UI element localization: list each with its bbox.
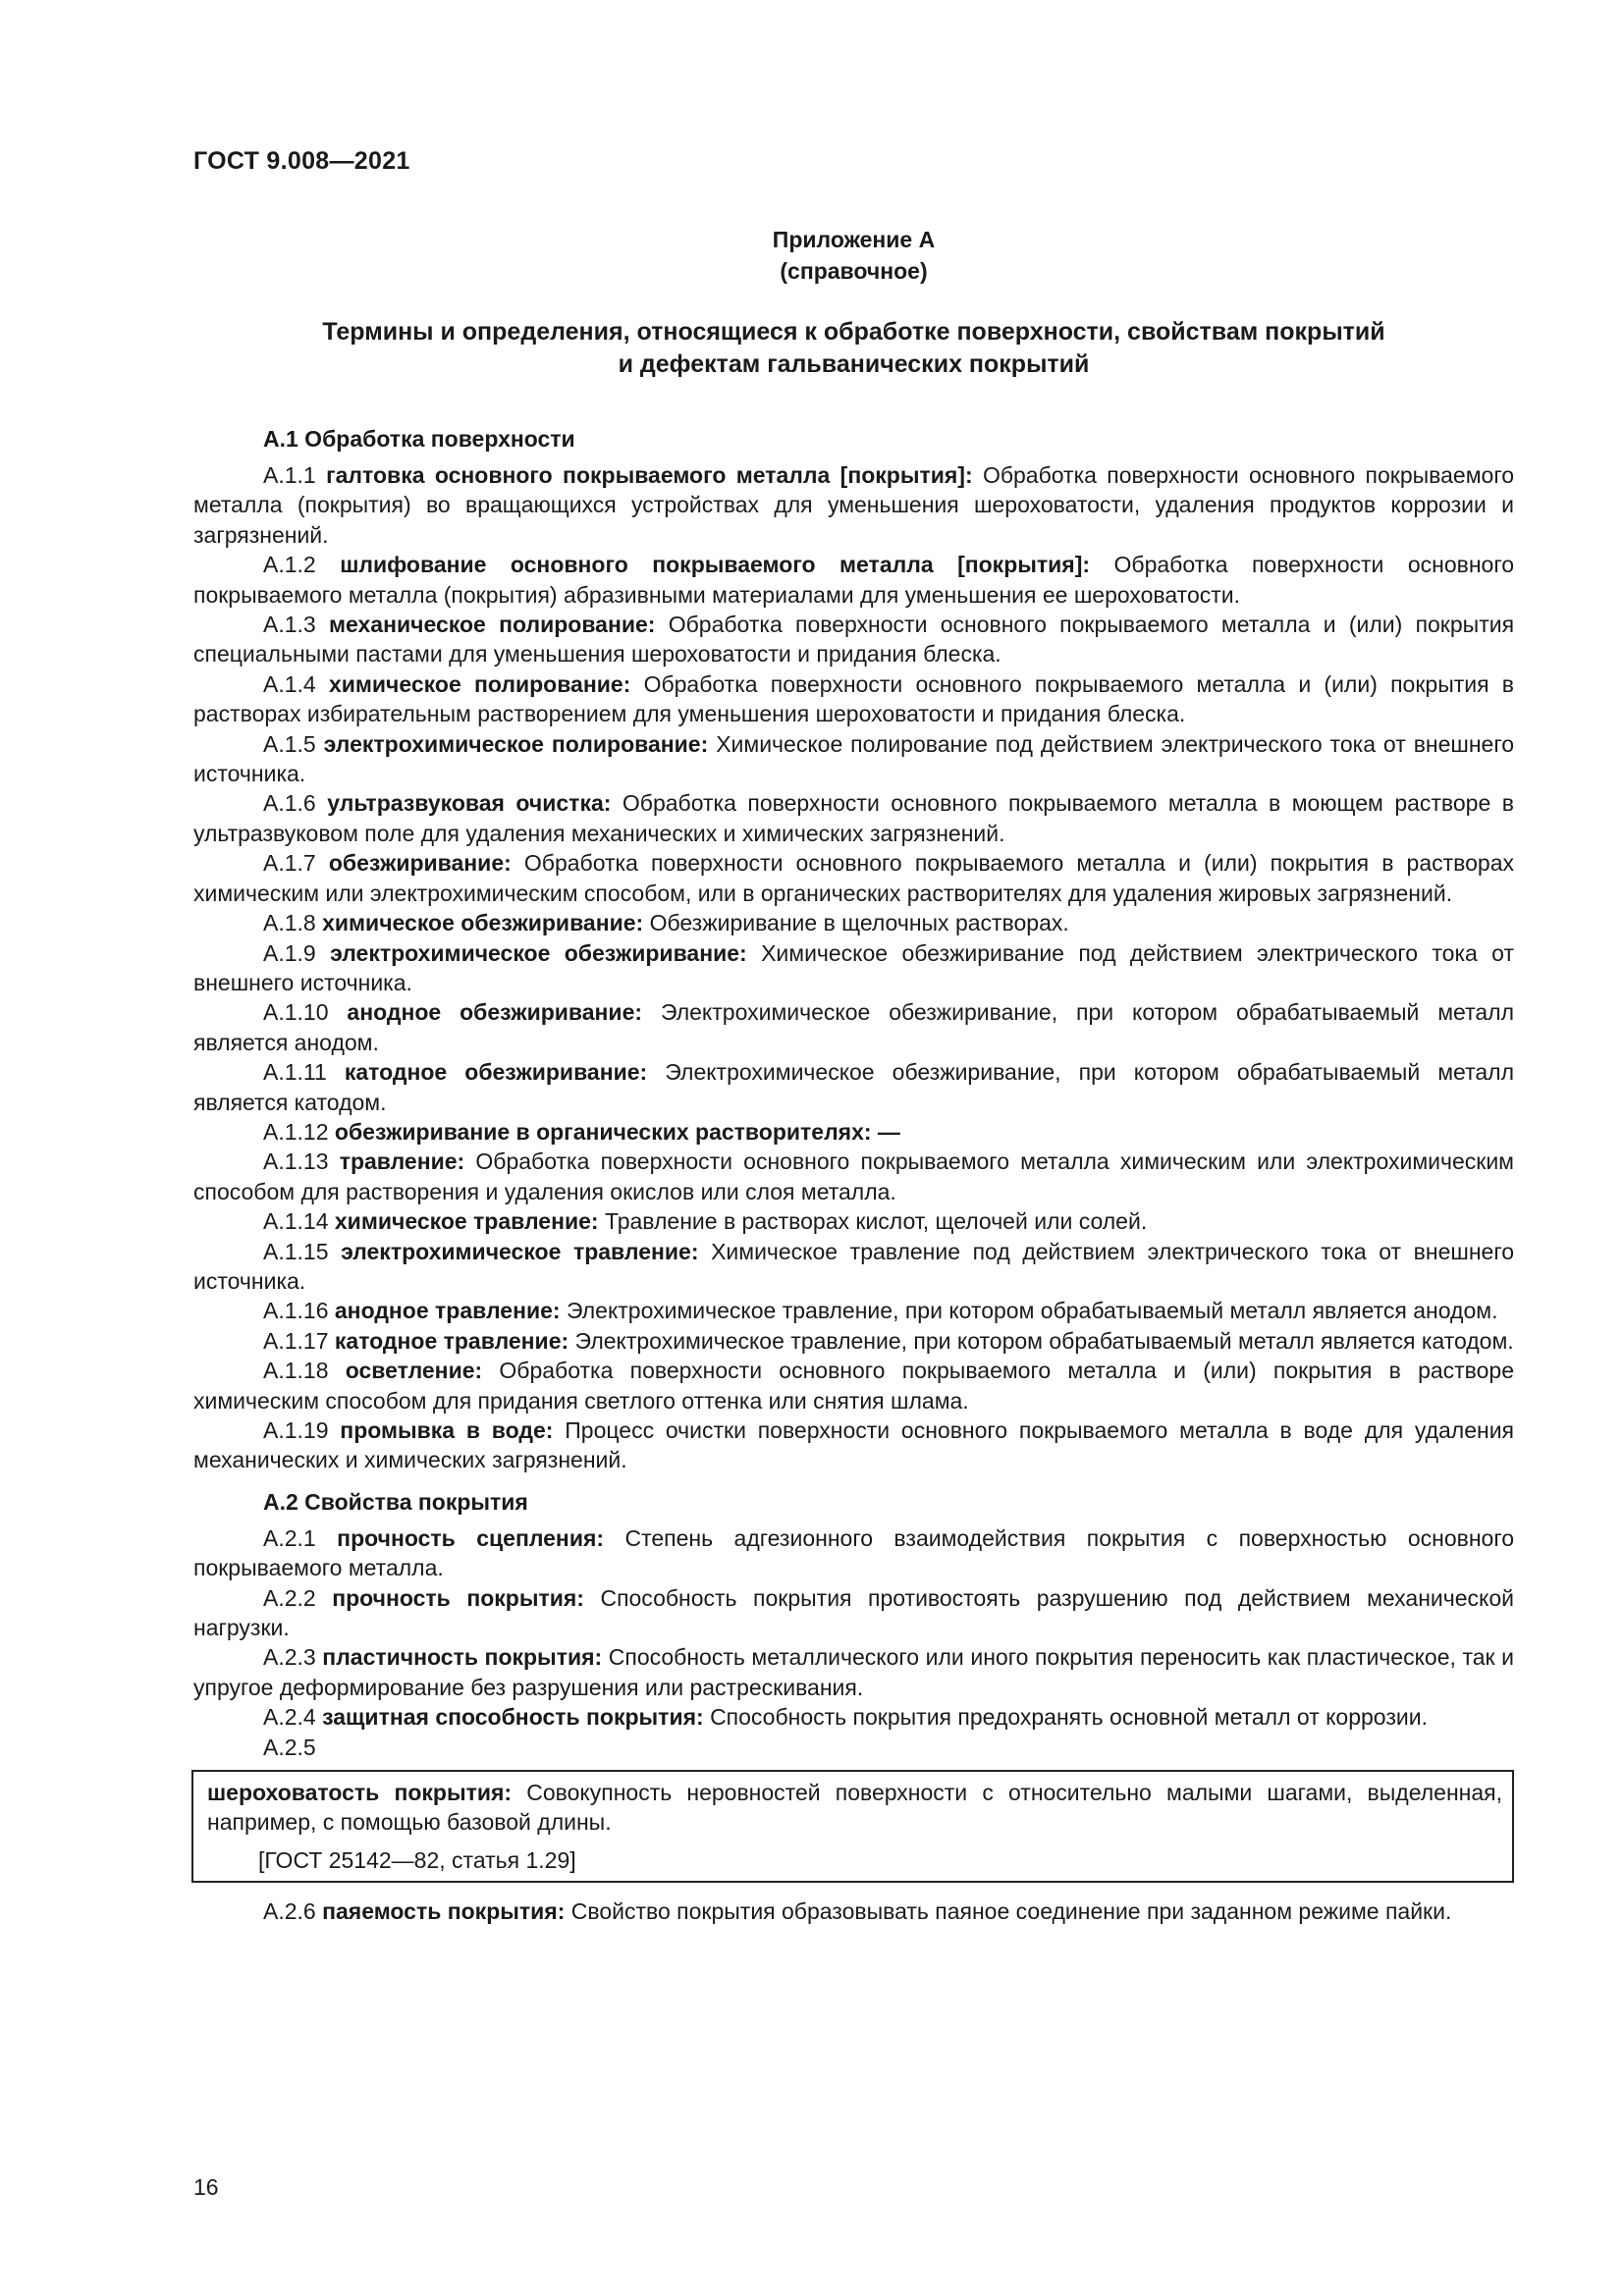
- term-entry: [193, 788, 1514, 848]
- annex-title: [193, 224, 1514, 287]
- term-entry: [193, 1326, 1514, 1356]
- term-entry: [193, 1147, 1514, 1206]
- term-number: А.2.4: [263, 1704, 316, 1731]
- term-entry: [193, 1057, 1514, 1117]
- term-definition: Обработка поверхности основного покрываемого металла и (или) покрытия в растворах избирательным растворением для уменьшения шероховатости и придания блеска.: [193, 670, 1515, 727]
- term-entry: [193, 550, 1514, 610]
- term-name: прочность покрытия:: [332, 1584, 584, 1611]
- term-name: галтовка основного покрываемого металла [покрытия]:: [326, 462, 973, 488]
- term-number: А.1.13: [263, 1148, 329, 1175]
- term-entry: [193, 1296, 1514, 1325]
- quoted-definition-box: [191, 1770, 1514, 1883]
- term-entry: [193, 1415, 1514, 1475]
- term-definition: Способность покрытия предохранять основной металл от коррозии.: [710, 1704, 1428, 1731]
- term-definition: Обработка поверхности основного покрываемого металла (покрытия) абразивными материалами для уменьшения ее шероховатости.: [193, 552, 1515, 608]
- term-definition: Способность покрытия противостоять разрушению под действием механической нагрузки.: [193, 1584, 1514, 1641]
- term-entry: [193, 460, 1514, 550]
- term-entry: [193, 669, 1514, 729]
- term-name: прочность сцепления:: [337, 1524, 605, 1551]
- term-entry: [193, 1356, 1514, 1415]
- term-name: защитная способность покрытия:: [322, 1704, 704, 1731]
- term-name: химическое травление:: [334, 1208, 599, 1235]
- section-title-a2: А.2 Свойства покрытия: [263, 1488, 528, 1515]
- term-name: промывка в воде:: [340, 1417, 554, 1443]
- term-number: А.1.17: [263, 1327, 329, 1354]
- term-definition: Обработка поверхности основного покрываемого металла химическим или электрохимическим способом для растворения и удаления окислов или слоя металла.: [193, 1148, 1514, 1204]
- term-number: А.1.5: [263, 730, 316, 757]
- term-name: механическое полирование:: [329, 612, 656, 638]
- term-definition: Степень адгезионного взаимодействия покрытия с поверхностью основного покрываемого металла.: [193, 1524, 1514, 1581]
- term-definition: Химическое обезжиривание под действием электрического тока от внешнего источника.: [193, 939, 1515, 995]
- term-number: А.1.11: [263, 1059, 327, 1086]
- term-number: А.2.1: [263, 1524, 316, 1551]
- annex-heading-line-1: Термины и определения, относящиеся к обработке поверхности, свойствам покрытий: [322, 318, 1385, 346]
- document-body: [193, 424, 1514, 1927]
- term-definition: Обработка поверхности основного покрываемого металла и (или) покрытия специальными пастами для уменьшения шероховатости и придания блеска.: [193, 612, 1515, 667]
- term-definition: Электрохимическое травление, при котором обрабатываемый металл является катодом.: [574, 1327, 1514, 1354]
- standard-header: ГОСТ 9.008—2021: [193, 147, 410, 175]
- term-definition: Совокупность неровностей поверхности с относительно малыми шагами, выделенная, например, с помощью базовой длины.: [207, 1780, 1502, 1836]
- section-title-a1: А.1 Обработка поверхности: [263, 426, 575, 452]
- term-definition: Обезжиривание в щелочных растворах.: [649, 910, 1069, 936]
- section-a1-terms: [193, 460, 1514, 1475]
- term-entry-a-2-6: [193, 1896, 1514, 1926]
- term-entry: [193, 610, 1514, 669]
- term-number: А.1.10: [263, 999, 329, 1026]
- term-name: катодное обезжиривание:: [344, 1059, 648, 1086]
- term-name: анодное травление:: [334, 1298, 561, 1324]
- term-name: анодное обезжиривание:: [347, 999, 643, 1026]
- term-definition: Обработка поверхности основного покрываемого металла в моющем растворе в ультразвуковом поле для удаления механических и химических загрязнений.: [193, 790, 1514, 846]
- term-number: А.1.18: [263, 1358, 329, 1384]
- term-number: А.2.3: [263, 1644, 316, 1671]
- term-number: А.1.19: [263, 1417, 329, 1443]
- term-number: А.1.16: [263, 1298, 329, 1324]
- section-a2-terms: [193, 1523, 1514, 1733]
- term-name: паяемость покрытия:: [322, 1898, 566, 1925]
- term-name: шероховатость покрытия:: [207, 1780, 513, 1806]
- term-name: ультразвуковая очистка:: [327, 790, 612, 817]
- term-definition: Свойство покрытия образовывать паяное соединение при заданном режиме пайки.: [570, 1898, 1452, 1925]
- term-entry: [193, 848, 1514, 908]
- term-entry: [193, 729, 1514, 789]
- term-name: пластичность покрытия:: [322, 1644, 603, 1671]
- term-name: катодное травление:: [334, 1327, 569, 1354]
- boxed-term-entry: [207, 1778, 1502, 1838]
- term-number: А.1.14: [263, 1208, 329, 1235]
- term-entry: [193, 1702, 1514, 1732]
- term-definition: Обработка поверхности основного покрываемого металла и (или) покрытия в растворах химическим или электрохимическим способом, или в органических растворителях для удаления жировых загрязнений.: [193, 850, 1514, 906]
- term-definition: Процесс очистки поверхности основного покрываемого металла в воде для удаления механических и химических загрязнений.: [193, 1417, 1514, 1473]
- term-definition: Травление в растворах кислот, щелочей или солей.: [604, 1208, 1148, 1235]
- term-number: А.2.5: [263, 1734, 316, 1760]
- term-name: электрохимическое травление:: [341, 1238, 699, 1264]
- term-definition: Обработка поверхности основного покрываемого металла и (или) покрытия в растворе химическим способом для придания светлого оттенка или снятия шлама.: [193, 1358, 1515, 1414]
- term-number: А.1.4: [263, 670, 316, 697]
- term-name: травление:: [339, 1148, 465, 1175]
- term-name: обезжиривание:: [328, 850, 512, 877]
- annex-heading-line-2: и дефектам гальванических покрытий: [618, 350, 1090, 378]
- definition-source: [ГОСТ 25142—82, статья 1.29]: [258, 1846, 576, 1873]
- annex-label: Приложение А: [772, 227, 936, 252]
- term-name: химическое обезжиривание:: [322, 910, 644, 936]
- term-number: А.1.1: [263, 462, 316, 488]
- term-name: шлифование основного покрываемого металла [покрытия]:: [340, 552, 1091, 578]
- term-number: А.1.8: [263, 910, 316, 936]
- term-number: А.1.2: [263, 552, 316, 578]
- term-number: А.1.3: [263, 612, 316, 638]
- term-name: химическое полирование:: [328, 670, 631, 697]
- term-entry: [193, 1642, 1514, 1702]
- term-definition: Способность металлического или иного покрытия переносить как пластическое, так и упругое деформирование без разрушения или растрескивания.: [193, 1644, 1515, 1700]
- term-number: А.1.7: [263, 850, 316, 877]
- term-definition: Химическое травление под действием электрического тока от внешнего источника.: [193, 1238, 1514, 1294]
- term-definition: Электрохимическое обезжиривание, при котором обрабатываемый металл является анодом.: [193, 999, 1514, 1055]
- annex-heading: [193, 316, 1514, 381]
- term-entry: [193, 1523, 1514, 1583]
- term-definition: Электрохимическое обезжиривание, при котором обрабатываемый металл является катодом.: [193, 1059, 1514, 1115]
- term-entry: [193, 1117, 1514, 1147]
- term-name: электрохимическое полирование:: [323, 730, 709, 757]
- term-entry: [193, 1583, 1514, 1643]
- term-entry: [193, 997, 1514, 1057]
- term-entry: [193, 908, 1514, 937]
- page-number: 16: [193, 2174, 219, 2200]
- term-name: обезжиривание в органических растворителях: —: [334, 1118, 900, 1145]
- term-number: А.2.6: [263, 1898, 316, 1925]
- annex-status: (справочное): [780, 258, 928, 284]
- term-entry-a-2-5-number: [193, 1733, 1514, 1762]
- term-entry: [193, 1237, 1514, 1297]
- term-name: осветление:: [345, 1358, 483, 1384]
- term-entry: [193, 938, 1514, 998]
- term-definition: Химическое полирование под действием электрического тока от внешнего источника.: [193, 730, 1515, 787]
- term-number: А.1.15: [263, 1238, 329, 1264]
- term-number: А.2.2: [263, 1584, 316, 1611]
- term-entry: [193, 1206, 1514, 1236]
- term-number: А.1.12: [263, 1118, 329, 1145]
- term-name: электрохимическое обезжиривание:: [330, 939, 747, 966]
- term-number: А.1.9: [263, 939, 316, 966]
- term-number: А.1.6: [263, 790, 316, 817]
- term-definition: Электрохимическое травление, при котором обрабатываемый металл является анодом.: [566, 1298, 1498, 1324]
- term-definition: Обработка поверхности основного покрываемого металла (покрытия) во вращающихся устройствах для уменьшения шероховатости, удаления продуктов коррозии и загрязнений.: [193, 462, 1515, 548]
